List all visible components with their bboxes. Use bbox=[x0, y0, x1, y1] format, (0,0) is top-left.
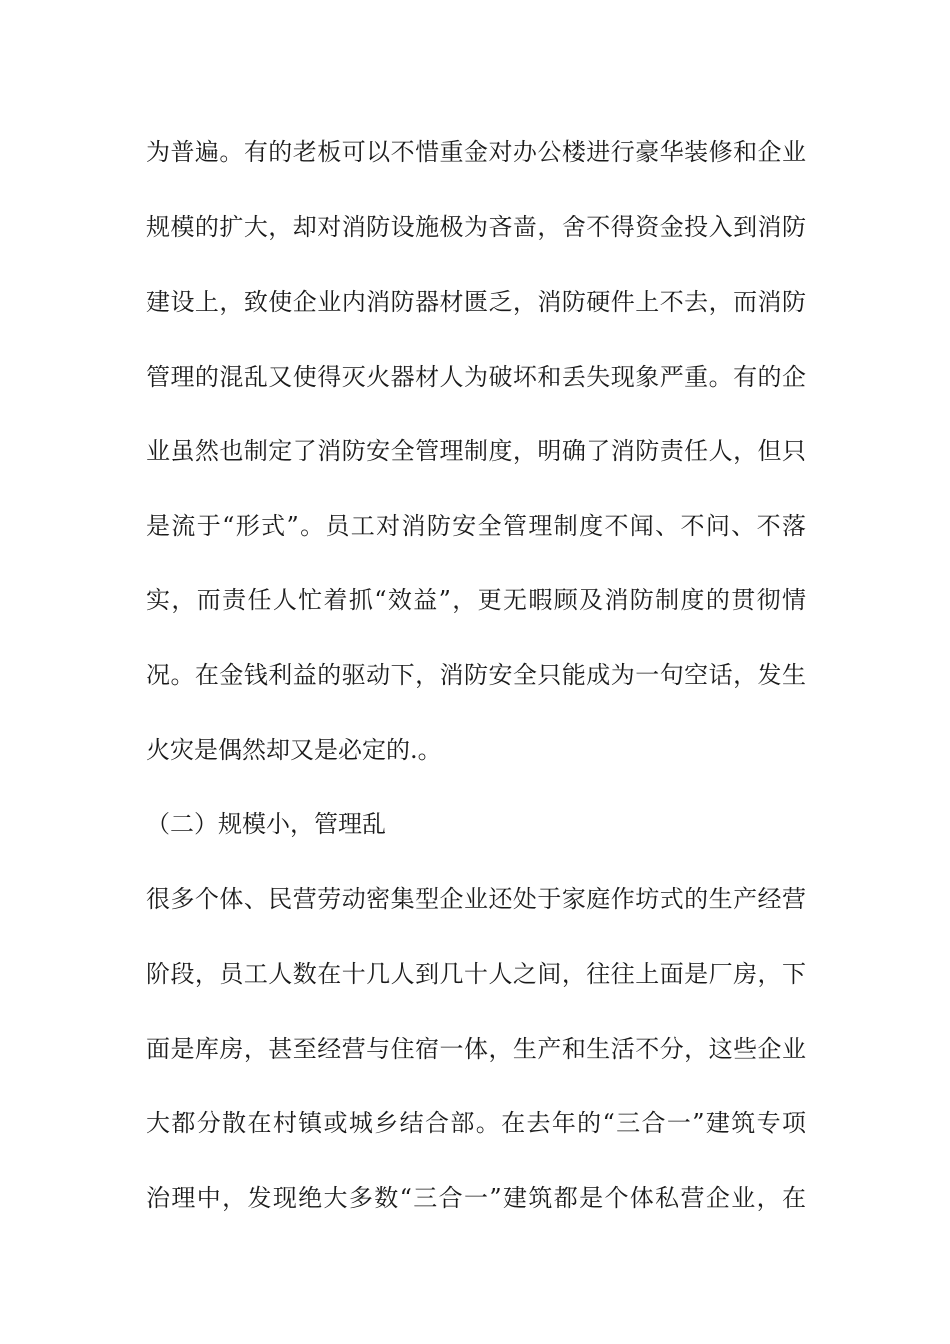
paragraph-line: 面是库房，甚至经营与住宿一体，生产和生活不分，这些企业 bbox=[146, 1035, 806, 1063]
paragraph-line: 建设上，致使企业内消防器材匮乏，消防硬件上不去，而消防 bbox=[146, 288, 806, 316]
paragraph-line: 很多个体、民营劳动密集型企业还处于家庭作坊式的生产经营 bbox=[146, 885, 806, 913]
paragraph-line: 治理中，发现绝大多数“三合一”建筑都是个体私营企业，在 bbox=[146, 1184, 806, 1212]
paragraph-line: 大都分散在村镇或城乡结合部。在去年的“三合一”建筑专项 bbox=[146, 1109, 806, 1137]
paragraph-line-last: 火灾是偶然却又是必定的.。 bbox=[146, 736, 442, 764]
section-heading: （二）规模小，管理乱 bbox=[146, 810, 386, 838]
paragraph-line: 是流于“形式”。员工对消防安全管理制度不闻、不问、不落 bbox=[146, 512, 806, 540]
paragraph-line: 为普遍。有的老板可以不惜重金对办公楼进行豪华装修和企业 bbox=[146, 138, 806, 166]
paragraph-line: 管理的混乱又使得灭火器材人为破坏和丢失现象严重。有的企 bbox=[146, 363, 806, 391]
paragraph-line: 实，而责任人忙着抓“效益”，更无暇顾及消防制度的贯彻情 bbox=[146, 586, 806, 614]
paragraph-line: 业虽然也制定了消防安全管理制度，明确了消防责任人，但只 bbox=[146, 437, 806, 465]
paragraph-line: 阶段，员工人数在十几人到几十人之间，往往上面是厂房，下 bbox=[146, 960, 806, 988]
paragraph-line: 况。在金钱利益的驱动下，消防安全只能成为一句空话，发生 bbox=[146, 661, 806, 689]
paragraph-line: 规模的扩大，却对消防设施极为吝啬，舍不得资金投入到消防 bbox=[146, 213, 806, 241]
